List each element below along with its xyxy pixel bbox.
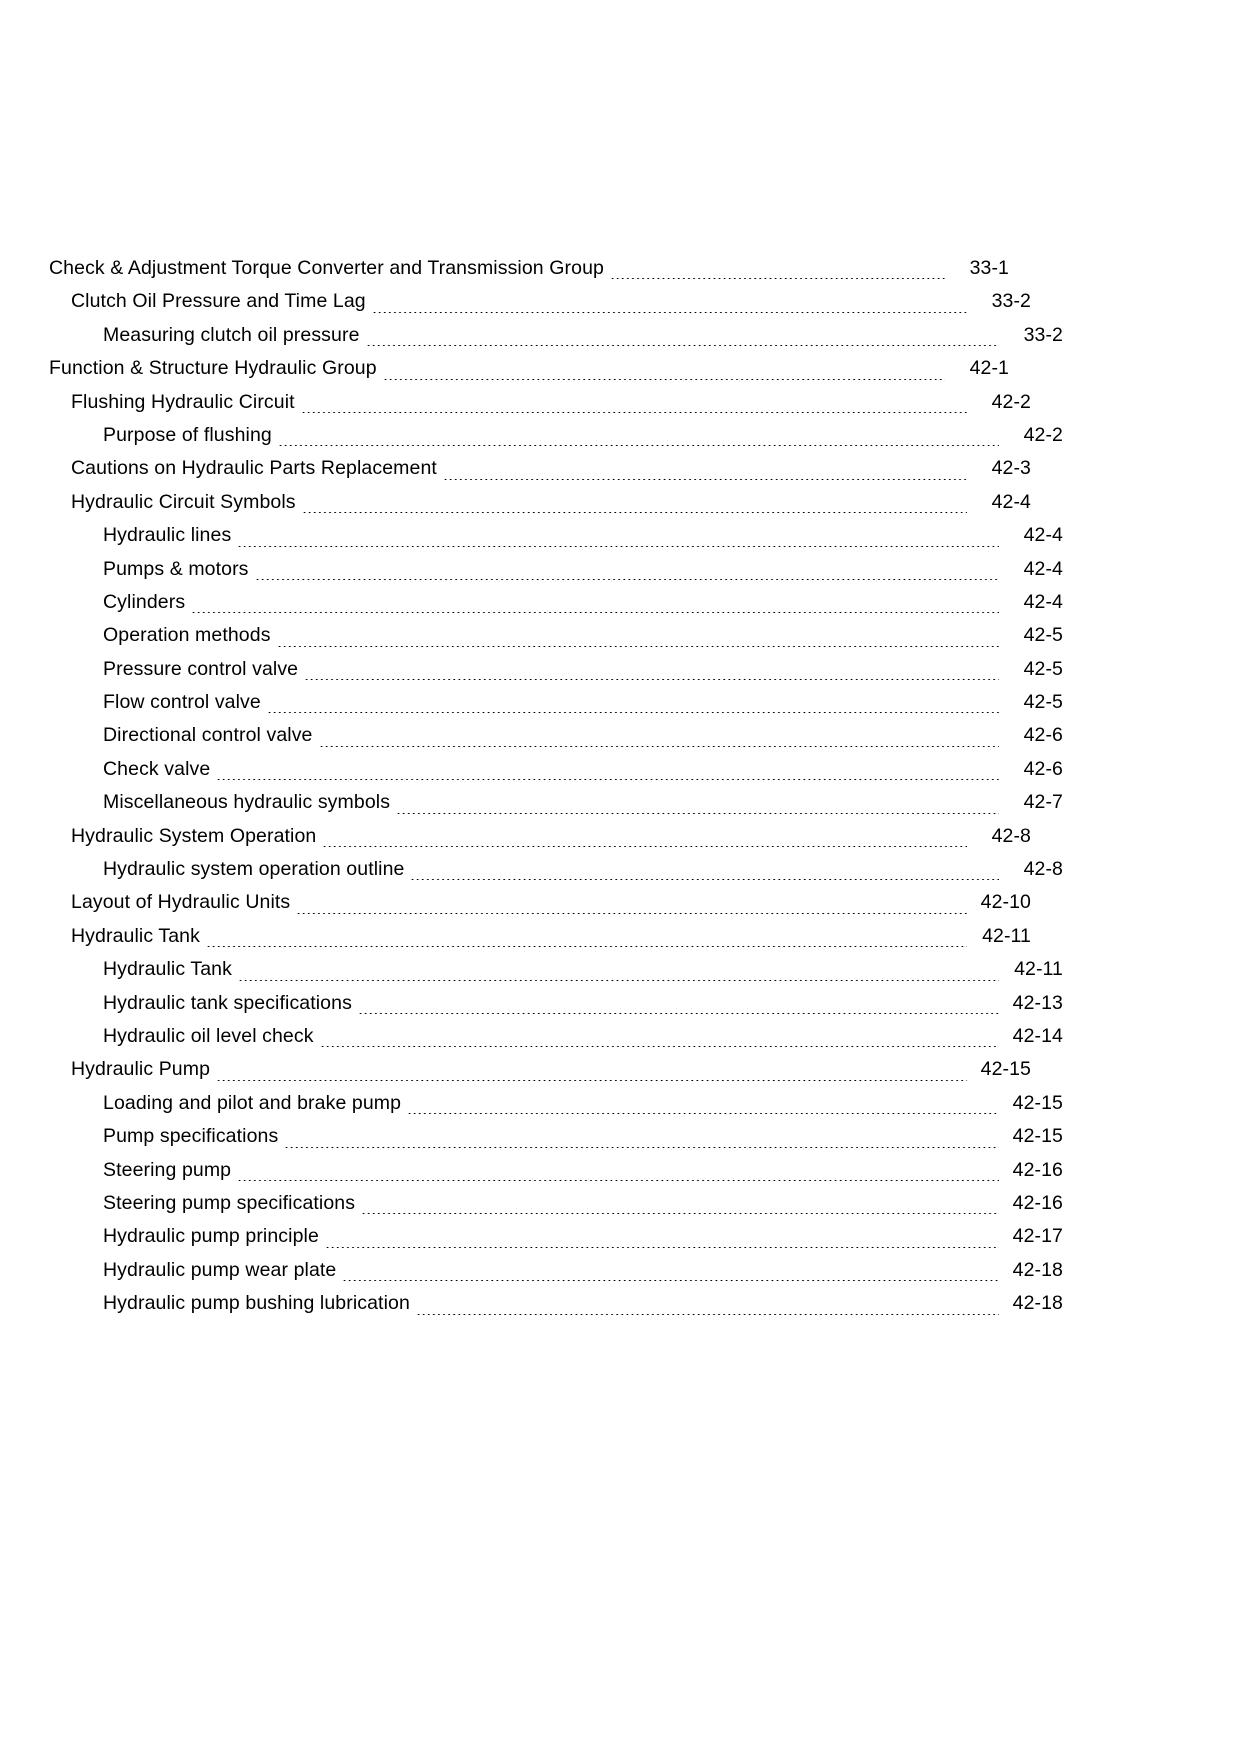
toc-entry-page-number: 42-18	[1012, 1292, 1063, 1315]
dot-leader	[255, 579, 999, 580]
toc-entry-page-number: 42-10	[980, 891, 1031, 914]
toc-entry-page-number: 42-16	[1012, 1191, 1063, 1214]
toc-entry-page-number: 42-1	[969, 357, 1009, 380]
toc-entry-page-number: 42-4	[991, 490, 1031, 513]
toc-entry-title: Hydraulic Tank	[103, 958, 232, 981]
toc-entry[interactable]	[49, 586, 1063, 619]
toc-entry[interactable]	[49, 953, 1063, 986]
toc-entry-title: Clutch Oil Pressure and Time Lag	[71, 290, 366, 313]
dot-leader	[206, 946, 967, 947]
toc-entry[interactable]	[49, 452, 1031, 485]
toc-entry-page-number: 42-5	[1023, 624, 1063, 647]
toc-entry-title: Function & Structure Hydraulic Group	[49, 357, 377, 380]
toc-entry-page-number: 42-16	[1012, 1158, 1063, 1181]
toc-entry-page-number: 42-11	[1014, 958, 1063, 981]
toc-entry-page-number: 42-18	[1012, 1258, 1063, 1281]
toc-entry[interactable]	[49, 1154, 1063, 1187]
toc-entry-page-number: 42-14	[1012, 1024, 1063, 1047]
toc-entry-title: Hydraulic pump wear plate	[103, 1258, 337, 1281]
toc-entry-page-number: 42-5	[1023, 657, 1063, 680]
dot-leader	[237, 1180, 999, 1181]
dot-leader	[277, 646, 999, 647]
toc-entry-page-number: 42-3	[991, 457, 1031, 480]
toc-entry-title: Flow control valve	[103, 691, 261, 714]
dot-leader	[410, 879, 999, 880]
toc-entry-page-number: 42-2	[991, 390, 1031, 413]
dot-leader	[322, 846, 967, 847]
toc-entry[interactable]	[49, 1120, 1063, 1153]
toc-entry-title: Check & Adjustment Torque Converter and Transmission Group	[49, 257, 604, 279]
toc-entry[interactable]	[49, 753, 1063, 786]
toc-entry[interactable]	[49, 1254, 1063, 1287]
dot-leader	[361, 1213, 999, 1214]
toc-entry-page-number: 42-6	[1023, 757, 1063, 780]
toc-entry[interactable]	[49, 519, 1063, 552]
toc-entry-page-number: 42-15	[1012, 1091, 1063, 1114]
toc-entry-page-number: 33-2	[991, 290, 1031, 313]
toc-entry-title: Hydraulic System Operation	[71, 824, 317, 847]
toc-entry[interactable]	[49, 987, 1063, 1020]
toc-entry-title: Steering pump	[103, 1158, 232, 1181]
toc-entry[interactable]	[49, 1287, 1063, 1320]
toc-entry-title: Layout of Hydraulic Units	[71, 891, 291, 914]
toc-entry-title: Cautions on Hydraulic Parts Replacement	[71, 457, 437, 480]
dot-leader	[302, 512, 967, 513]
dot-leader	[304, 679, 999, 680]
toc-entry-title: Purpose of flushing	[103, 423, 272, 446]
toc-entry-title: Cylinders	[103, 590, 186, 613]
toc-entry[interactable]	[49, 886, 1031, 919]
toc-entry[interactable]	[49, 619, 1063, 652]
toc-entry-title: Hydraulic system operation outline	[103, 858, 405, 881]
toc-entry-page-number: 42-2	[1023, 423, 1063, 446]
dot-leader	[267, 712, 999, 713]
toc-entry-title: Loading and pilot and brake pump	[103, 1091, 402, 1114]
toc-entry[interactable]	[49, 319, 1063, 352]
toc-entry[interactable]	[49, 786, 1063, 819]
toc-entry-title: Pressure control valve	[103, 657, 299, 680]
toc-entry[interactable]	[49, 386, 1031, 419]
toc-entry[interactable]	[49, 653, 1063, 686]
toc-entry[interactable]	[49, 1087, 1063, 1120]
toc-entry-page-number: 42-4	[1023, 524, 1063, 547]
dot-leader	[284, 1147, 999, 1148]
dot-leader	[610, 278, 945, 279]
toc-entry-page-number: 42-17	[1012, 1225, 1063, 1248]
toc-entry-page-number: 42-11	[982, 924, 1031, 947]
dot-leader	[366, 345, 999, 346]
toc-entry-page-number: 42-6	[1023, 724, 1063, 747]
dot-leader	[320, 1046, 999, 1047]
dot-leader	[216, 1080, 967, 1081]
toc-entry-title: Hydraulic pump principle	[103, 1225, 319, 1248]
dot-leader	[416, 1314, 999, 1315]
dot-leader	[342, 1280, 999, 1281]
dot-leader	[383, 379, 945, 380]
toc-entry-page-number: 42-15	[1012, 1125, 1063, 1148]
toc-entry-page-number: 42-8	[991, 824, 1031, 847]
toc-entry[interactable]	[49, 920, 1031, 953]
toc-entry[interactable]	[49, 553, 1063, 586]
dot-leader	[358, 1013, 999, 1014]
toc-entry[interactable]	[49, 686, 1063, 719]
table-of-contents	[49, 252, 1063, 1321]
dot-leader	[443, 479, 967, 480]
dot-leader	[325, 1247, 999, 1248]
toc-entry-page-number: 42-5	[1023, 691, 1063, 714]
toc-entry-page-number: 42-15	[980, 1058, 1031, 1081]
toc-entry-title: Hydraulic tank specifications	[103, 991, 352, 1014]
toc-entry-page-number: 33-2	[1023, 323, 1063, 346]
toc-entry-title: Hydraulic Tank	[71, 924, 200, 947]
dot-leader	[296, 913, 967, 914]
dot-leader	[407, 1113, 999, 1114]
toc-entry-title: Steering pump specifications	[103, 1191, 356, 1214]
toc-entry-title: Miscellaneous hydraulic symbols	[103, 791, 391, 814]
dot-leader	[301, 412, 967, 413]
toc-entry-page-number: 42-7	[1023, 791, 1063, 814]
toc-entry[interactable]	[49, 1053, 1031, 1086]
toc-entry[interactable]	[49, 1187, 1063, 1220]
toc-entry[interactable]	[49, 853, 1063, 886]
dot-leader	[238, 980, 999, 981]
dot-leader	[216, 779, 999, 780]
dot-leader	[319, 746, 999, 747]
toc-entry[interactable]	[49, 352, 1009, 385]
toc-entry[interactable]	[49, 1020, 1063, 1053]
toc-entry-title: Hydraulic Circuit Symbols	[71, 490, 296, 513]
toc-entry-page-number: 42-4	[1023, 557, 1063, 580]
toc-entry-title: Pumps & motors	[103, 557, 249, 580]
dot-leader	[372, 312, 967, 313]
dot-leader	[278, 445, 999, 446]
toc-entry-page-number: 42-13	[1012, 991, 1063, 1014]
toc-entry[interactable]	[49, 252, 1009, 285]
dot-leader	[396, 813, 999, 814]
toc-entry-page-number: 33-1	[969, 257, 1009, 279]
toc-entry[interactable]	[49, 1220, 1063, 1253]
toc-entry-title: Hydraulic lines	[103, 524, 232, 547]
toc-entry-title: Measuring clutch oil pressure	[103, 323, 360, 346]
toc-entry-page-number: 42-8	[1023, 858, 1063, 881]
toc-entry-title: Operation methods	[103, 624, 271, 647]
toc-entry-title: Flushing Hydraulic Circuit	[71, 390, 295, 413]
toc-entry-title: Directional control valve	[103, 724, 313, 747]
toc-entry[interactable]	[49, 486, 1031, 519]
toc-entry-title: Hydraulic pump bushing lubrication	[103, 1292, 410, 1315]
toc-entry-title: Check valve	[103, 757, 211, 780]
toc-entry-title: Pump specifications	[103, 1125, 279, 1148]
dot-leader	[191, 612, 999, 613]
toc-entry[interactable]	[49, 820, 1031, 853]
dot-leader	[237, 546, 999, 547]
toc-entry-title: Hydraulic Pump	[71, 1058, 211, 1081]
toc-entry[interactable]	[49, 285, 1031, 318]
toc-entry-title: Hydraulic oil level check	[103, 1024, 314, 1047]
toc-entry[interactable]	[49, 419, 1063, 452]
toc-entry-page-number: 42-4	[1023, 590, 1063, 613]
toc-entry[interactable]	[49, 719, 1063, 752]
